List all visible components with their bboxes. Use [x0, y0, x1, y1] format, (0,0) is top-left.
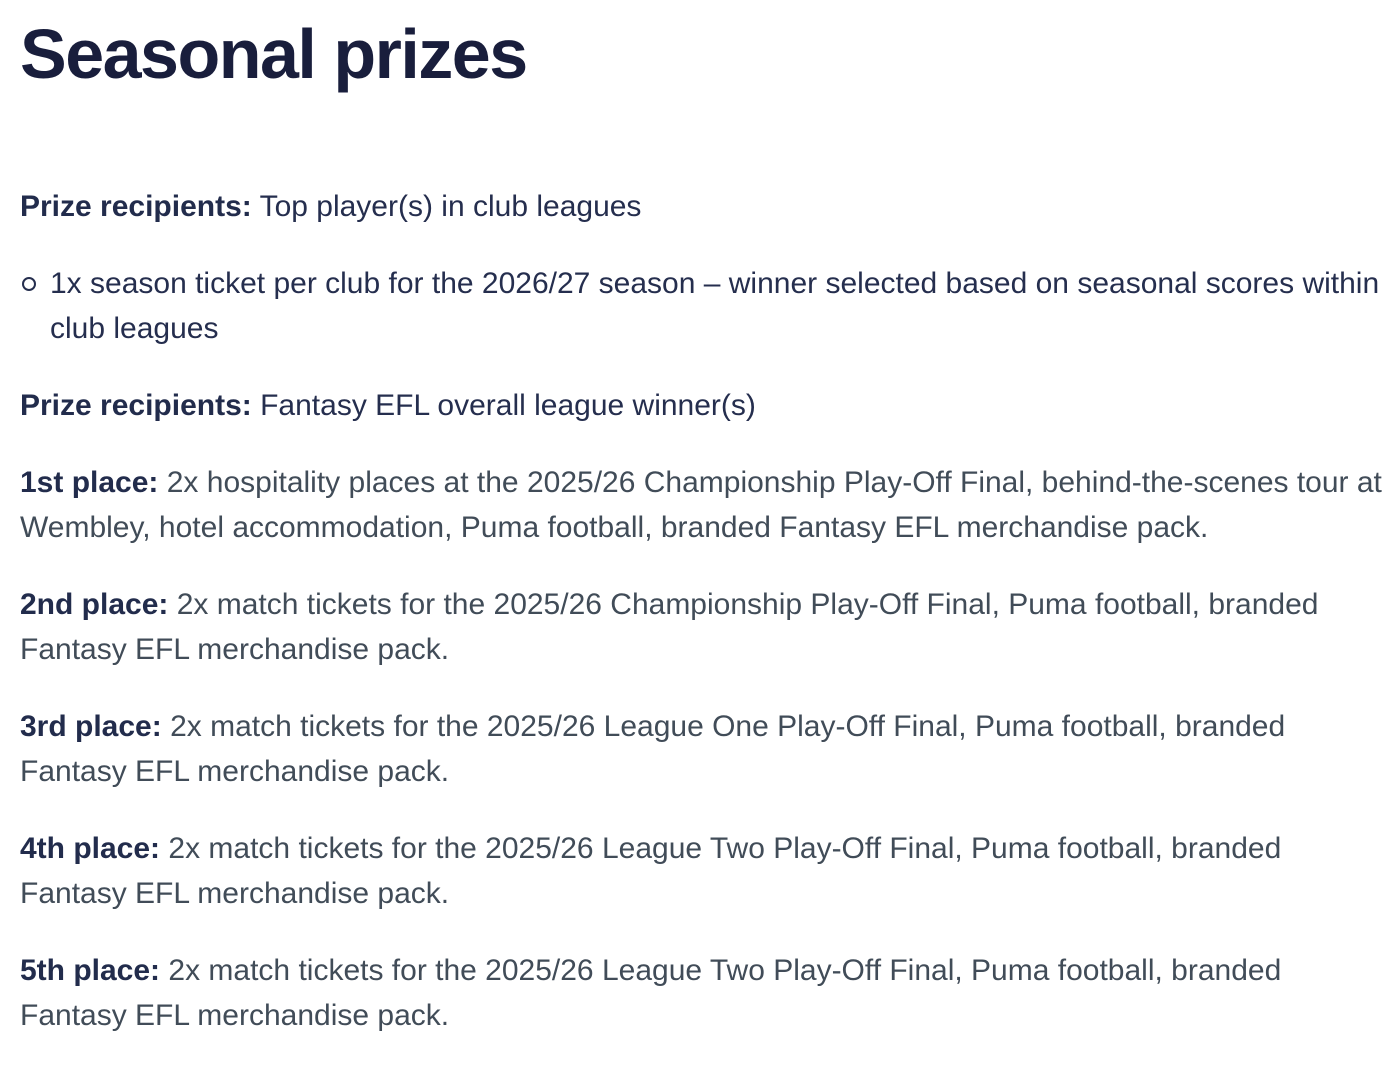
circle-outline-icon — [22, 277, 36, 291]
place-4-label: 4th place: — [20, 832, 161, 865]
place-2-text: 2x match tickets for the 2025/26 Championship Play-Off Final, Puma football, branded Fantasy EFL merchandise pack. — [20, 588, 1319, 666]
place-2-paragraph — [20, 582, 1382, 672]
place-4-text: 2x match tickets for the 2025/26 League Two Play-Off Final, Puma football, branded Fantasy EFL merchandise pack. — [20, 832, 1282, 910]
place-4-paragraph — [20, 826, 1382, 916]
prize-recipients-club-line — [20, 184, 1382, 229]
list-item — [20, 261, 1382, 351]
place-3-paragraph — [20, 704, 1382, 794]
club-prize-text: 1x season ticket per club for the 2026/27 season – winner selected based on seasonal scores within club leagues — [50, 267, 1380, 345]
prize-recipients-club-label: Prize recipients: — [20, 190, 252, 223]
prize-recipients-overall-line — [20, 383, 1382, 428]
prize-recipients-overall-text: Fantasy EFL overall league winner(s) — [260, 389, 756, 422]
place-1-text: 2x hospitality places at the 2025/26 Championship Play-Off Final, behind-the-scenes tour at Wembley, hotel accommodation, Puma football, branded Fantasy EFL merchandise pack. — [20, 466, 1382, 544]
place-1-label: 1st place: — [20, 466, 159, 499]
place-5-paragraph — [20, 948, 1382, 1038]
place-2-label: 2nd place: — [20, 588, 169, 621]
place-3-label: 3rd place: — [20, 710, 162, 743]
place-5-label: 5th place: — [20, 954, 161, 987]
prize-recipients-overall-label: Prize recipients: — [20, 389, 252, 422]
place-3-text: 2x match tickets for the 2025/26 League One Play-Off Final, Puma football, branded Fantasy EFL merchandise pack. — [20, 710, 1286, 788]
club-prize-list — [20, 261, 1382, 351]
place-1-paragraph — [20, 460, 1382, 550]
place-5-text: 2x match tickets for the 2025/26 League Two Play-Off Final, Puma football, branded Fantasy EFL merchandise pack. — [20, 954, 1282, 1032]
prize-recipients-club-text: Top player(s) in club leagues — [259, 190, 642, 223]
page-title: Seasonal prizes — [20, 15, 527, 93]
